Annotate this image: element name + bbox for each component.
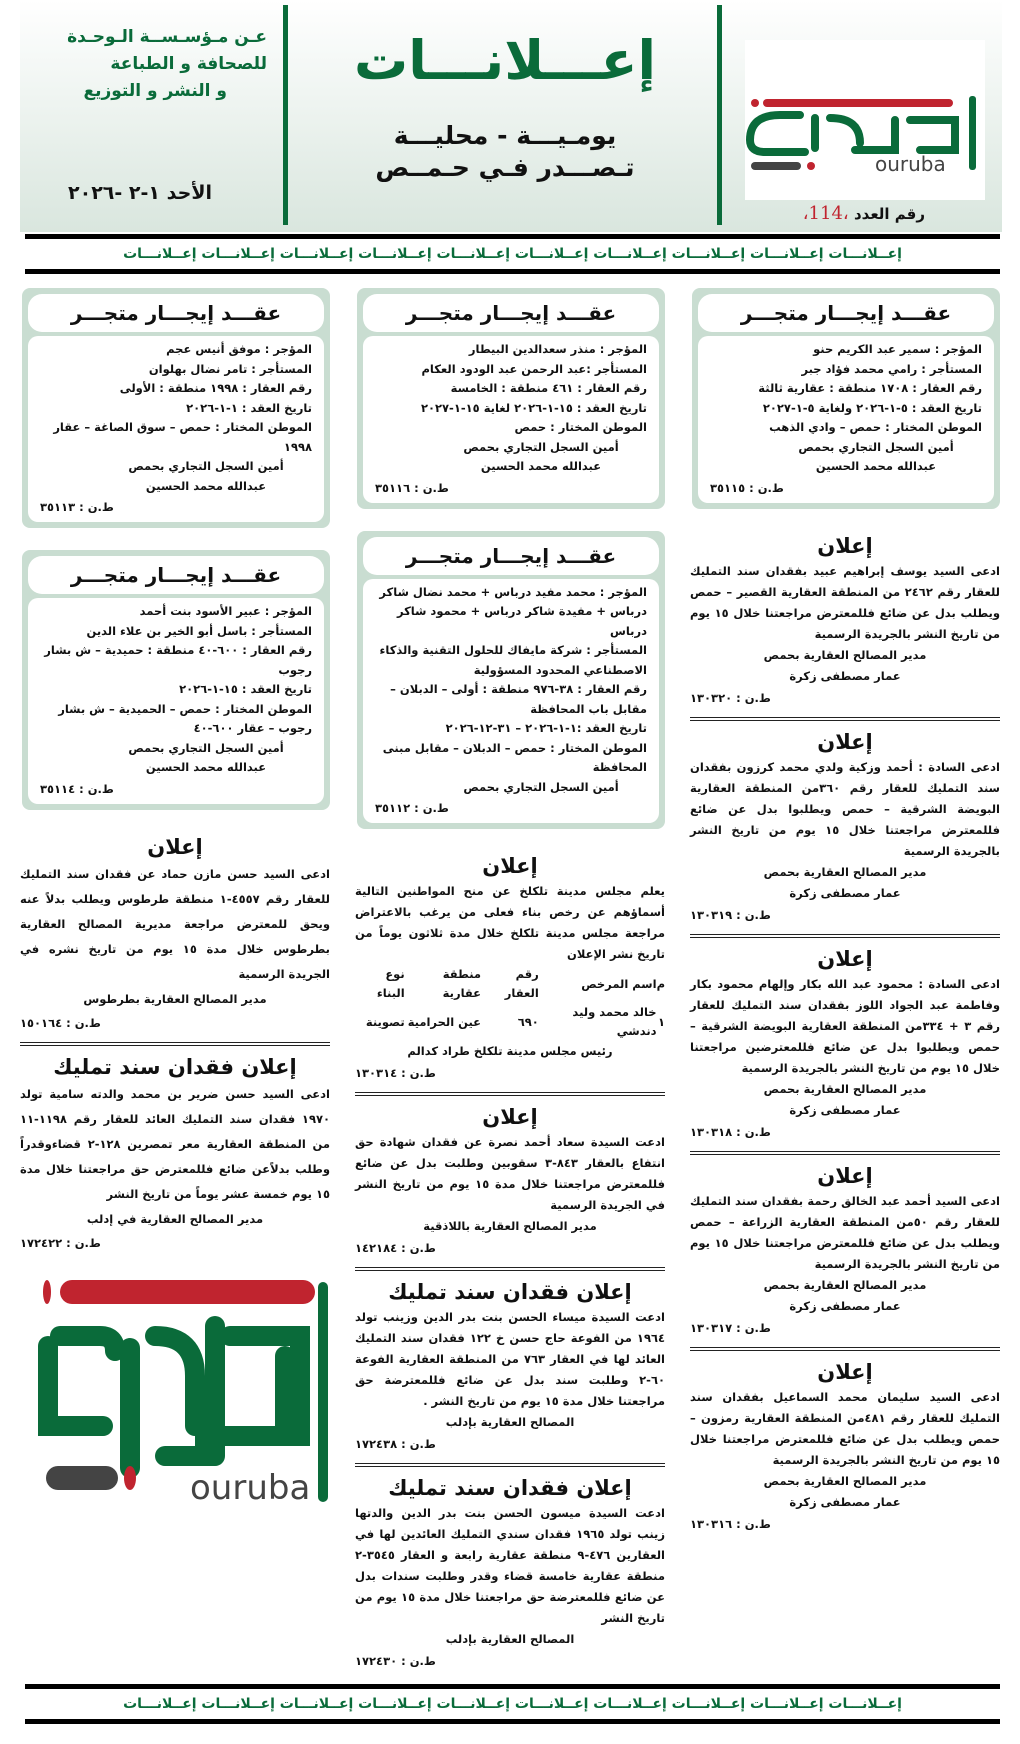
ad-title: إعلان [817,1359,873,1384]
table-row [355,1003,665,1041]
divider [283,5,288,225]
signer: أمين السجل التجاري بحمص [463,779,619,794]
ad-line: رقم العقار : ٦٠٠-٤٠ منطقة : حميدية – ش بشار رجوب [44,643,312,677]
ad-line: رقم العقار : ٣٨-٩٧٦ منطقة : أولى – الدبلان – مقابل باب المحافظة [390,682,647,716]
subtitle-line: تـصـــدر فـي حـمــص [375,153,635,182]
notice-ad [690,944,1000,1143]
ouruba-logo [30,1266,330,1506]
header-strip: إعــلانـــات إعــلانـــات إعــلانـــات إعــلانـــات إعــلانـــات إعــلانـــات إعــلانـــات إعــلانـــات إعــلانـــات إعــلانـــات [123,246,902,262]
reference-number: ط.ن : ١٧٢٤٣٠ [355,1654,436,1668]
signer: المصالح العقارية بإدلب [445,1632,575,1646]
signer: أمين السجل التجاري بحمص [128,459,284,473]
notice-table [355,965,665,1041]
notice-ad [690,1161,1000,1339]
notice-ad [20,1052,330,1254]
ad-line: الموطن المختار : حمص – سوق الصاغة – عقار ١٩٩٨ [53,420,312,454]
logo [745,40,985,200]
ad-title: إعلان [482,1105,538,1129]
ad-line: المؤجر : منذر سعدالدين البيطار [468,342,647,356]
publisher-line: عـن مـؤسـســة الـوحـدة [67,27,267,47]
rule [25,269,1000,274]
ad-line: تاريخ العقد : ١٥-١-٢٠٢٦ لغاية ١٥-١-٢٠٢٧ [420,400,647,415]
svg-text:ouruba: ouruba [875,152,946,176]
ad-title: إعلان [147,834,203,859]
signer: عبدالله محمد الحسين [145,760,267,774]
reference-number: ط.ن : ١٣٠٣١٤ [355,1066,436,1080]
signer: مدير المصالح العقارية بحمص [763,647,927,662]
ad-line: المؤجر : عبير الأسود بنت أحمد [139,604,312,618]
rule [25,234,1000,239]
ad-body [698,336,994,503]
signer: رئيس مجلس مدينة تلكلخ طراد كدالم [407,1044,613,1058]
signer: مدير المصالح العقارية باللاذقية [423,1219,597,1233]
ad-title: إعلان [482,854,538,878]
footer [0,1684,1020,1744]
ad-line: المستأجر : رامي محمد فؤاد جبر [801,361,982,376]
table-cell: عين الحرامية [407,1014,482,1029]
ad-line: المستأجر : شركة مايفاك للحلول التقنية والذكاء الاصطناعي المحدود المسؤولية [379,643,647,677]
publisher-line: و النشر و التوزيع [83,81,227,101]
reference-number: ط.ن : ١٥٠١٦٤ [20,1015,101,1030]
ad-title: عقـــد إيجـــار متجـــر [28,556,324,594]
reference-number: ط.ن : ١٣٠٣١٩ [690,907,771,922]
ad-body: يعلم مجلس مدينة تلكلخ عن منح المواطنين التالية أسماؤهم عن رخص بناء فعلى من يرغب بالاعتراض مراجعة مجلس مدينة تلكلخ خلال مدة ثلاثون يوماً من تاريخ نشر الإعلان [355,884,665,961]
ad-line: الموطن المختار : حمص – الحميدية – ش بشار رجوب – عقار ٦٠٠-٤٠ [58,701,312,735]
ad-line: المؤجر : سمير عبد الكريم حنو [813,342,982,356]
reference-number: ط.ن : ١٣٠٣٢٠ [690,690,771,705]
ad-title: عقـــد إيجـــار متجـــر [698,294,994,332]
ad-body [363,336,659,503]
reference-number: ط.ن : ٣٥١١٦ [375,480,449,495]
signer: أمين السجل التجاري بحمص [798,439,954,454]
table-cell: ١ [657,1014,665,1029]
separator [355,1092,665,1096]
notice-ad [355,1102,665,1259]
ad-line: المؤجر : محمد مفيد درباس + محمد نضال شاكر درباس + مفيدة شاكر درباس + محمود شاكر درباس [379,584,647,638]
table-cell: خالد محمد وليد دندشي [572,1005,657,1038]
ad-line: المستأجر : باسل أبو الخير بن علاء الدين [86,623,312,638]
ad-line: تاريخ العقد : ٥-١-٢٠٢٦ ولغاية ٥-١-٢٠٢٧ [762,400,982,415]
ad-body: ادعى السادة : محمود عبد الله بكار وإلهام محمود بكار وفاطمة عبد الجواد اللوز بفقدان سند التمليك للعقار رقم ٣ + ٣٣٤من المنطقة العقارية البويضة الشرقية – حمص ويطلبوا بدل عن ضائع فللمعترضين مراجعتنا خلال ١٥ يوم من تاريخ النشر بالجريدة الرسمية [690,976,1000,1075]
footer-strip: إعــلانـــات إعــلانـــات إعــلانـــات إعــلانـــات إعــلانـــات إعــلانـــات إعــلانـــات إعــلانـــات إعــلانـــات إعــلانـــات [123,1696,902,1712]
ad-line: تاريخ العقد :١-١-٢٠٢٦ – ٣١-١٢-٢٠٢٦ [445,721,647,735]
signer: عبدالله محمد الحسين [145,478,267,493]
notice-ad [690,531,1000,709]
issue-value: ،114، [802,203,849,224]
signer: عمار مصطفى زكرة [789,1494,901,1509]
page-title: إعـــلانـــات [354,29,656,92]
lease-ad [692,288,1000,509]
column-header: منطقة عقارية [442,967,482,1000]
ad-line: المستأجر : تامر نضال بهلوان [148,361,312,376]
signer: عبدالله محمد الحسين [480,459,602,473]
ad-title: إعلان [817,946,873,971]
ad-title: إعلان [817,1163,873,1188]
ad-line: رقم العقار : ٤٦١ منطقة : الخامسة [450,381,647,395]
ad-line: رقم العقار : ١٧٠٨ منطقة : عقارية ثالثة [758,381,982,395]
middle-column [355,288,665,1672]
notice-ad [355,1277,665,1455]
signer: مدير المصالح العقارية بحمص [763,1081,927,1096]
notice-ad [690,1357,1000,1535]
ad-title: إعلان فقدان سند تمليك [388,1280,632,1304]
masthead-area [0,0,1020,234]
reference-number: ط.ن : ٣٥١١٢ [375,801,449,815]
separator [355,1267,665,1271]
reference-number: ط.ن : ٣٥١١٤ [40,781,114,796]
signer: عمار مصطفى زكرة [789,1298,901,1313]
ad-body: ادعى السيد سليمان محمد السماعيل بفقدان سند التمليك للعقار رقم ٤٨١من المنطقة العقارية رمزون – حمص ويطلب بدل عن ضائع فللمعترض مراجعتنا خلال ١٥ يوم من تاريخ النشر بالجريدة الرسمية [690,1389,1000,1467]
rule [25,1719,1000,1724]
subtitle-line: يومـيـــة - محليـــة [393,121,617,150]
column-header: م [656,976,665,991]
separator [20,1042,330,1046]
ad-body [28,598,324,804]
lease-ad [357,288,665,509]
signer: مدير المصالح العقارية بحمص [763,1473,927,1488]
separator [355,1463,665,1467]
table-cell: تصوينة [365,1014,405,1029]
column-header: نوع البناء [376,967,405,1000]
separator [690,1151,1000,1155]
notice-ad [355,851,665,1084]
signer: مدير المصالح العقارية بحمص [763,1277,927,1292]
reference-number: ط.ن : ١٤٢١٨٤ [355,1241,436,1255]
ad-body: ادعى السيد يوسف إبراهيم عبيد بفقدان سند التمليك للعقار رقم ٢٤٦٢ من المنطقة العقارية القصير – حمص ويطلب بدل عن ضائع فللمعترض مراجعتنا خلال ١٥ يوم من تاريخ النشر بالجريدة الرسمية [690,563,1000,641]
ad-body: ادعت السيدة ميسون الحسن بنت بدر الدين والدتها زينب تولد ١٩٦٥ فقدان سندي التمليك العائدين لها في العقارين ٤٧٦-٩ منطقة عقارية رابعة و العقار ٣٥٤٥-٢ منطقة عقارية خامسة قضاء وقدر وطلبت سندات بدل عن ضائع فللمعترضة حق مراجعتنا خلال مدة ١٥ يوم من تاريخ النشر [355,1506,666,1625]
ad-body [28,336,324,522]
left-column [20,288,330,1506]
ad-body: ادعى السيد أحمد عبد الخالق رحمة بفقدان سند التمليك للعقار رقم ٥٠من المنطقة العقارية الزراعة – حمص ويطلب بدل عن ضائع فللمعترض مراجعتنا خلال ١٥ يوم من تاريخ النشر بالجريدة الرسمية [690,1193,1000,1271]
signer: عمار مصطفى زكرة [789,1102,901,1117]
subtitle [290,120,720,184]
ad-line: تاريخ العقد : ١٥-١-٢٠٢٦ [179,682,312,696]
reference-number: ط.ن : ١٧٢٤٢٢ [20,1235,101,1250]
rule [25,1684,1000,1689]
separator [690,717,1000,721]
ad-title: عقـــد إيجـــار متجـــر [28,294,324,332]
column-header: اسم المرخص [581,976,657,991]
lease-ad [22,550,330,810]
signer: أمين السجل التجاري بحمص [463,439,619,454]
signer: عمار مصطفى زكرة [789,668,901,683]
ad-line: تاريخ العقد : ١-١-٢٠٢٦ [186,400,312,415]
ad-body: ادعى السيد حسن مازن حماد عن فقدان سند التمليك للعقار رقم ٤٥٥٧-١ منطقة طرطوس ويطلب بدلاً عنه ويحق للمعترض مراجعة مديرية المصالح العقارية بطرطوس خلال مدة ١٥ يوم من تاريخ نشره في الجريدة الرسمية [20,866,330,981]
ad-title: عقـــد إيجـــار متجـــر [363,537,659,575]
ad-line: الموطن المختار : حمص – وادي الذهب [769,420,982,434]
issue-label: رقم العدد [853,205,925,223]
notice-ad [355,1473,665,1672]
ad-title: إعلان [817,729,873,754]
signer: عمار مصطفى زكرة [789,885,901,900]
reference-number: ط.ن : ١٧٢٤٣٨ [355,1437,436,1451]
separator [690,934,1000,938]
separator [690,1347,1000,1351]
ad-body: ادعت السيدة ميساء الحسن بنت بدر الدين وزينب تولد ١٩٦٤ من الفوعة حاج حسن خ ١٢٢ فقدان سند التمليك العائد لها في العقار ٧٦٣ من المنطقة العقارية الفوعة ٦٠-٢ وطلبت سند بدل عن ضائع فللمعترضة حق مراجعتنا خلال مدة ١٥ يوم من تاريخ النشر . [355,1310,665,1408]
signer: عبدالله محمد الحسين [815,459,937,473]
ad-title: إعلان فقدان سند تمليك [53,1054,297,1079]
issue-number [745,203,925,224]
ad-line: المستأجر :عبد الرحمن عبد الودود العكام [421,361,647,376]
ad-line: رقم العقار : ١٩٩٨ منطقة : الأولى [119,381,312,395]
publisher-info [22,24,267,105]
ad-body [363,579,659,824]
svg-text:ouruba: ouruba [190,1467,311,1506]
lease-ad [22,288,330,528]
ouruba-logo-icon [745,40,985,200]
ad-title: إعلان [817,533,873,558]
signer: المصالح العقارية بإدلب [445,1415,575,1429]
ad-title: إعلان فقدان سند تمليك [388,1476,632,1500]
signer: مدير المصالح العقارية بطرطوس [83,991,267,1006]
right-column [690,288,1000,1535]
notice-ad [690,727,1000,926]
ad-title: عقـــد إيجـــار متجـــر [363,294,659,332]
column-header: رقم العقار [504,967,539,1000]
reference-number: ط.ن : ١٣٠٣١٨ [690,1124,771,1139]
ad-body: ادعى السيد حسن ضرير بن محمد والدته سامية تولد ١٩٧٠ فقدان سند التمليك العائد للعقار رقم ١١٩٨-١١ من المنطقة العقارية معر تمصرين ١٢٨-٢ قضاءوقدراً وطلب بدلاًعن ضائع فللمعترض حق مراجعتنا خلال مدة ١٥ يوم خمسة عشر يوماً من تاريخ النشر [20,1086,331,1201]
ad-line: المؤجر : موفق أنيس عجم [166,342,312,356]
ad-line: الموطن المختار : حمص – الدبلان – مقابل مبنى المحافظة [382,740,647,774]
signer: مدير المصالح العقارية بحمص [763,864,927,879]
ad-body: ادعت السيدة سعاد أحمد نصرة عن فقدان شهادة حق انتفاع بالعقار ٨٤٣-٣ سقوبين وطلبت بدل عن ضائع فللمعترض مراجعتنا خلال مدة ١٥ يوم من تاريخ النشر في الجريدة الرسمية [355,1135,666,1212]
ad-body: ادعى السادة : أحمد وزكية ولدي محمد كرزون بفقدان سند التمليك للعقار رقم ٣٦٠من المنطقة العقارية البويضة الشرقية – حمص ويطلبوا بدل عن ضائع فللمعترض مراجعتنا خلال ١٥ يوم من تاريخ النشر بالجريدة الرسمية [690,759,1000,858]
ads-grid [20,288,1000,1672]
issue-date: الأحد ١-٢ -٢٠٢٦ [68,182,212,204]
lease-ad [357,531,665,830]
reference-number: ط.ن : ١٣٠٣١٦ [690,1516,771,1531]
reference-number: ط.ن : ٣٥١١٣ [40,500,114,514]
table-cell: ٦٩٠ [517,1014,539,1029]
ad-line: الموطن المختار : حمص [514,420,647,434]
notice-ad [20,832,330,1034]
ouruba-logo-icon [30,1266,330,1506]
signer: مدير المصالح العقارية في إدلب [86,1211,264,1226]
table-header-row [355,965,665,1003]
publisher-line: للصحافة و الطباعة [110,54,267,74]
signer: أمين السجل التجاري بحمص [128,740,284,755]
reference-number: ط.ن : ١٣٠٣١٧ [690,1320,771,1335]
reference-number: ط.ن : ٣٥١١٥ [710,480,784,495]
